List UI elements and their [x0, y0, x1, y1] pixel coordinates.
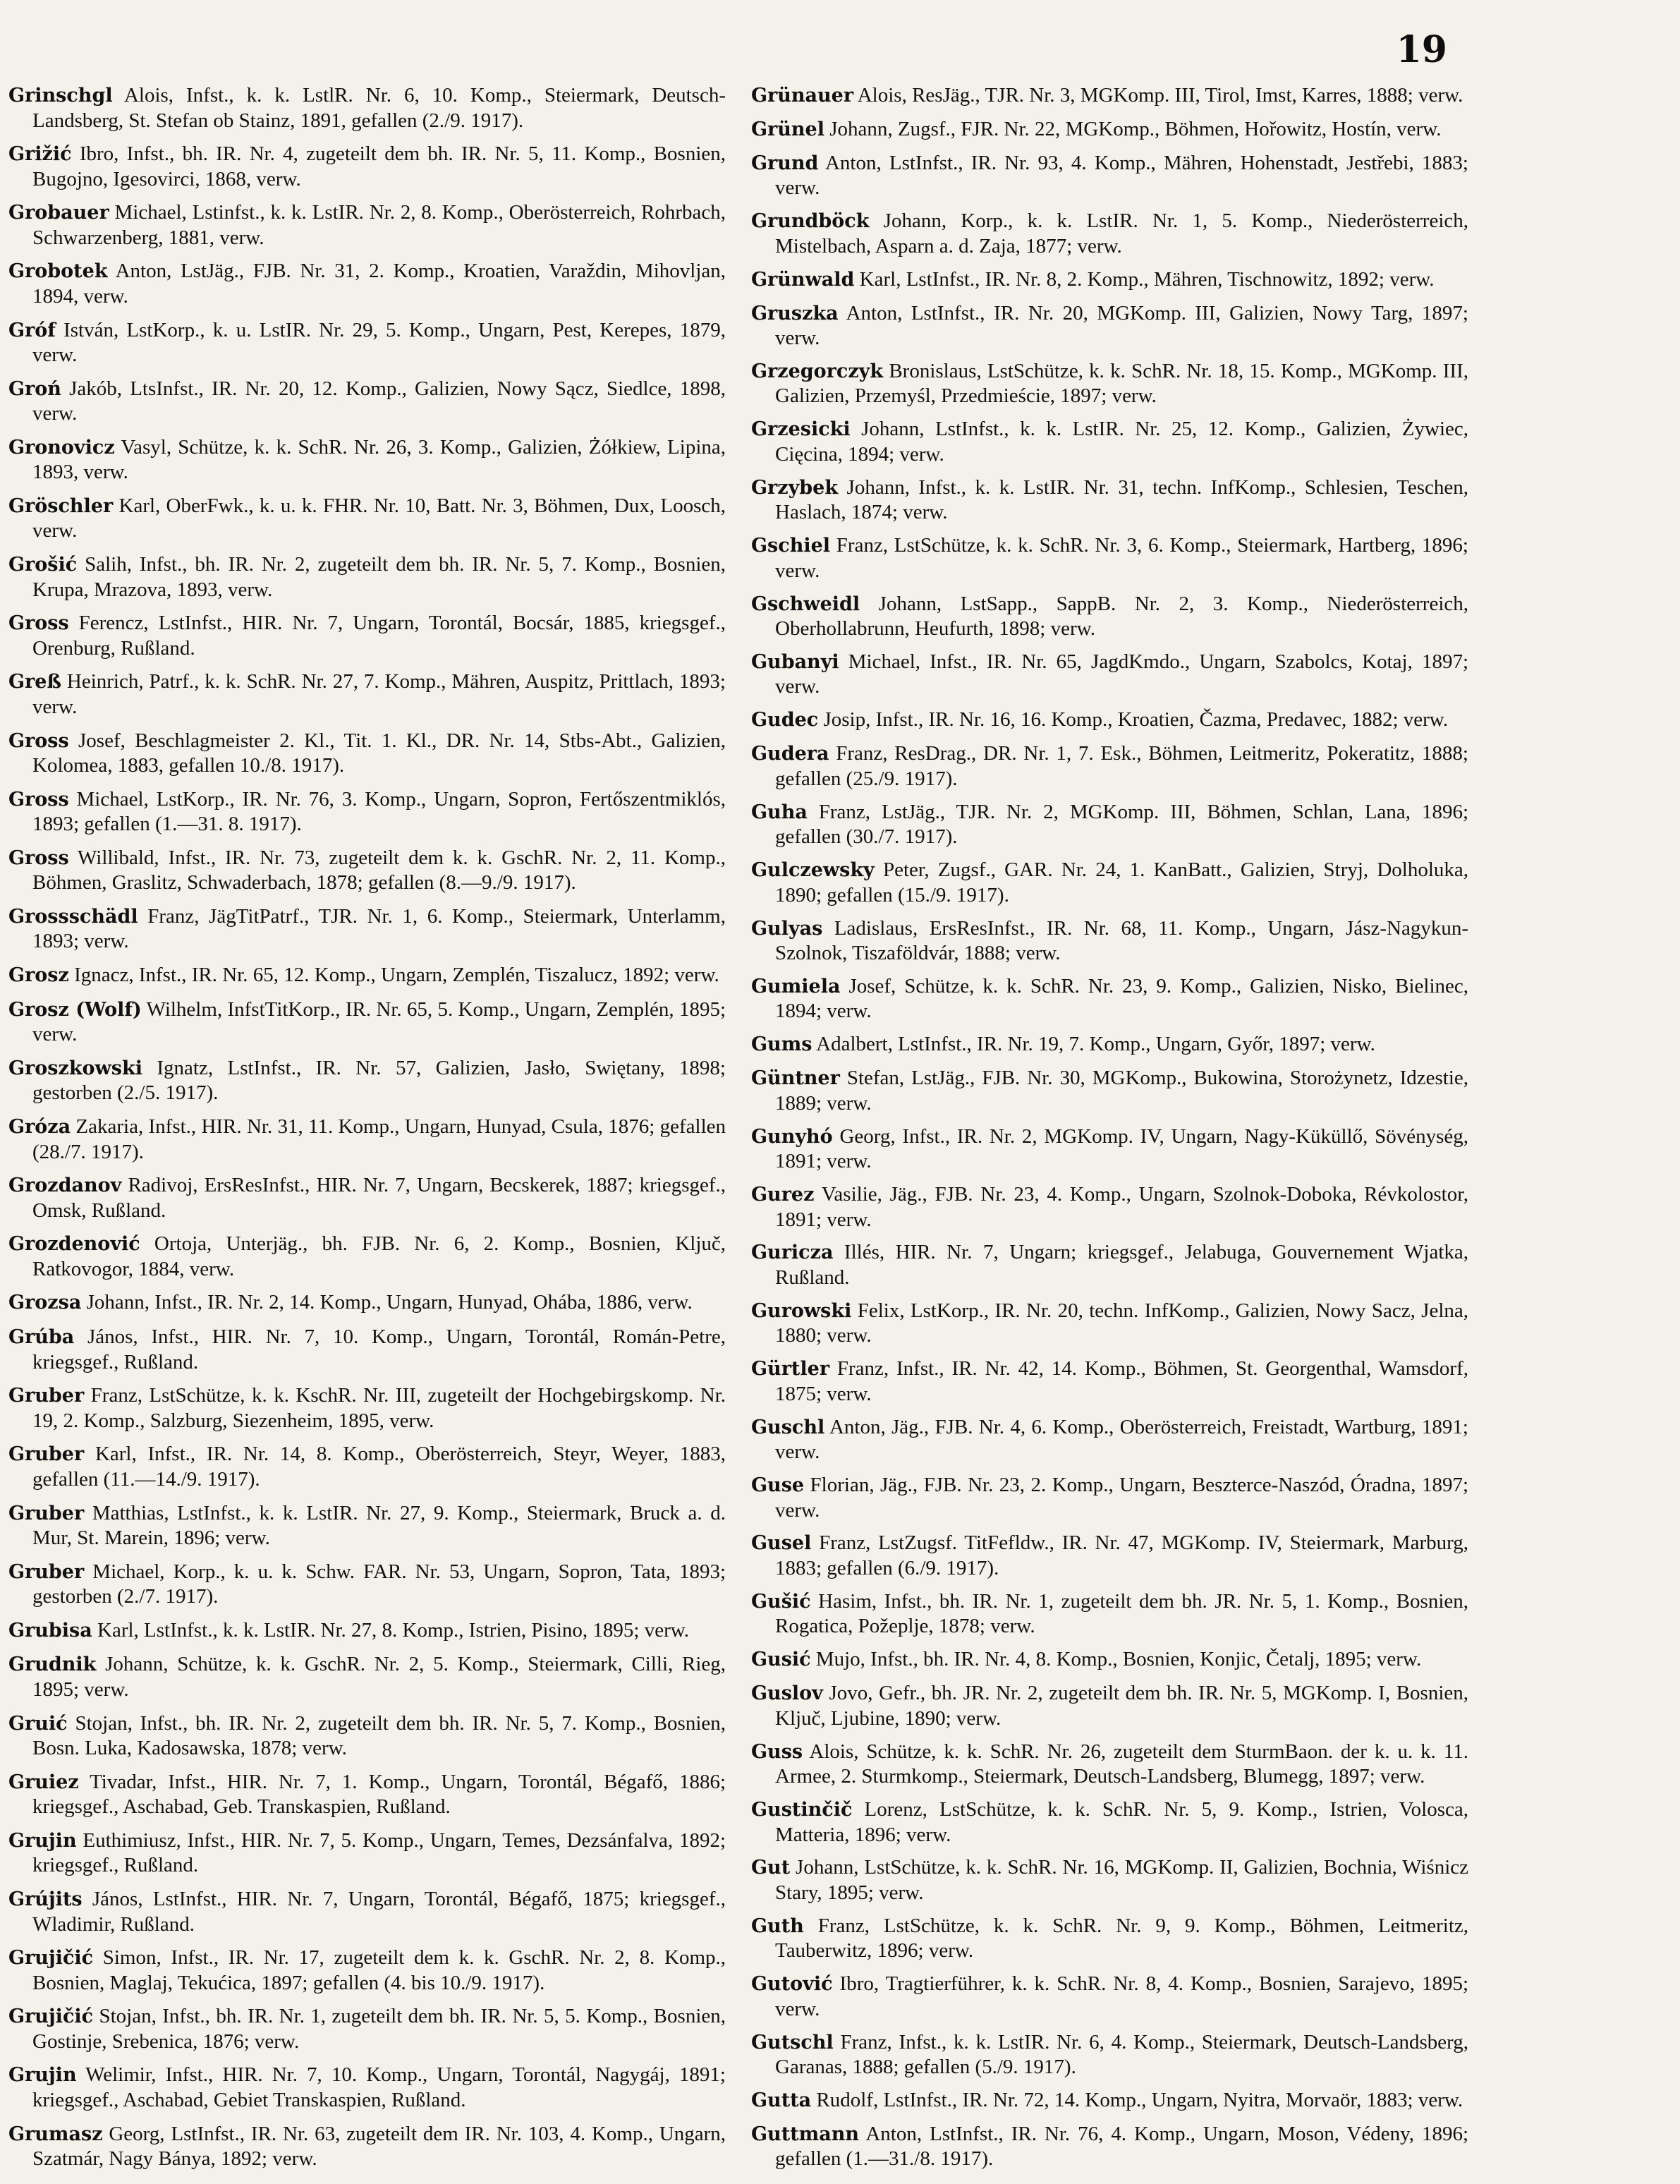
- entry-details: Ibro, Tragtierführer, k. k. SchR. Nr. 8, 4. Komp., Bosnien, Sarajevo, 1895; verw.: [775, 1972, 1468, 2020]
- list-item: [751, 1066, 1468, 1115]
- entry-surname: Gruszka: [751, 302, 839, 324]
- list-item: [8, 846, 726, 895]
- entry-details: Stojan, Infst., bh. IR. Nr. 2, zugeteilt dem bh. IR. Nr. 5, 7. Komp., Bosnien, Bosn. Luka, Kadosawska, 1878; verw.: [32, 1711, 726, 1760]
- entry-surname: Guss: [751, 1740, 803, 1763]
- entry-details: Welimir, Infst., HIR. Nr. 7, 10. Komp., Ungarn, Torontál, Nagygáj, 1891; kriegsgef., Aschabad, Gebiet Transkaspien, Rußland.: [32, 2063, 726, 2111]
- entry-details: Alois, Infst., k. k. LstlR. Nr. 6, 10. Komp., Steiermark, Deutsch-Landsberg, St. Stefan ob Stainz, 1891, gefallen (2./9. 1917).: [32, 84, 726, 132]
- entry-details: Matthias, LstInfst., k. k. LstIR. Nr. 27, 9. Komp., Steiermark, Bruck a. d. Mur, St. Marein, 1896; verw.: [32, 1501, 726, 1550]
- entry-details: Stojan, Infst., bh. IR. Nr. 1, zugeteilt dem bh. IR. Nr. 5, 5. Komp., Bosnien, Gostinje, Srebenica, 1876; verw.: [32, 2005, 726, 2053]
- entry-surname: Guttmann: [751, 2123, 859, 2145]
- entry-surname: Gulczewsky: [751, 859, 875, 882]
- entry-surname: Gusić: [751, 1649, 811, 1671]
- entry-surname: Grozdenović: [8, 1233, 140, 1256]
- list-item: [8, 1711, 726, 1761]
- list-item: [751, 533, 1468, 583]
- entry-surname: Gunyhó: [751, 1125, 833, 1148]
- entry-details: Mujo, Infst., bh. IR. Nr. 4, 8. Komp., Bosnien, Konjic, Četalj, 1895; verw.: [815, 1648, 1422, 1671]
- entry-surname: Guha: [751, 801, 808, 823]
- entry-details: Tivadar, Infst., HIR. Nr. 7, 1. Komp., Ungarn, Torontál, Bégafő, 1886; kriegsgef., Aschabad, Geb. Transkaspien, Rußland.: [32, 1770, 726, 1819]
- entry-details: Simon, Infst., IR. Nr. 17, zugeteilt dem k. k. GschR. Nr. 2, 8. Komp., Bosnien, Maglaj, Tekućica, 1897; gefallen (4. bis 10./9. 1917).: [32, 1946, 726, 1994]
- list-item: [751, 800, 1468, 849]
- entry-surname: Gurowski: [751, 1299, 852, 1322]
- right-column: [751, 83, 1468, 2171]
- list-item: [8, 83, 726, 133]
- entry-surname: Grund: [751, 152, 819, 174]
- list-item: [8, 1325, 726, 1374]
- entry-details: János, Infst., HIR. Nr. 7, 10. Komp., Ungarn, Torontál, Román-Petre, kriegsgef., Rußland.: [32, 1325, 726, 1373]
- entry-surname: Gross: [8, 612, 69, 635]
- list-item: [751, 1357, 1468, 1406]
- entry-details: Stefan, LstJäg., FJB. Nr. 30, MGKomp., Bukowina, Storożynetz, Idzestie, 1889; verw.: [775, 1067, 1468, 1115]
- entry-details: Ibro, Infst., bh. IR. Nr. 4, zugeteilt dem bh. IR. Nr. 5, 11. Komp., Bosnien, Bugojno, Igesovirci, 1868, verw.: [32, 142, 726, 190]
- entry-surname: Gudec: [751, 709, 819, 732]
- list-item: [751, 1681, 1468, 1730]
- list-item: [751, 1299, 1468, 1348]
- entry-details: Karl, Infst., IR. Nr. 14, 8. Komp., Oberösterreich, Steyr, Weyer, 1883, gefallen (11.—14./9. 1917).: [32, 1443, 726, 1491]
- entry-surname: Grozdanov: [8, 1175, 122, 1197]
- entry-details: Zakaria, Infst., HIR. Nr. 31, 11. Komp., Ungarn, Hunyad, Csula, 1876; gefallen (28./7. 1917).: [32, 1115, 726, 1163]
- entry-details: Georg, Infst., IR. Nr. 2, MGKomp. IV, Ungarn, Nagy-Küküllő, Sövénység, 1891; verw.: [775, 1124, 1468, 1173]
- list-item: [8, 494, 726, 543]
- entry-details: Josef, Beschlagmeister 2. Kl., Tit. 1. Kl., DR. Nr. 14, Stbs-Abt., Galizien, Kolomea, 1883, gefallen 10./8. 1917).: [32, 729, 726, 777]
- list-item: [8, 2122, 726, 2171]
- list-item: [751, 267, 1468, 293]
- entry-details: Peter, Zugsf., GAR. Nr. 24, 1. KanBatt., Galizien, Stryj, Dolholuka, 1890; gefallen (15./9. 1917).: [775, 859, 1468, 906]
- entry-surname: Grzybek: [751, 476, 839, 499]
- entry-surname: Grünwald: [751, 268, 855, 291]
- entry-details: Bronislaus, LstSchütze, k. k. SchR. Nr. 18, 15. Komp., MGKomp. III, Galizien, Przemyśl, Przedmieście, 1897; verw.: [775, 359, 1468, 408]
- entry-surname: Grzesicki: [751, 418, 851, 441]
- list-item: [751, 151, 1468, 200]
- entry-surname: Gruiez: [8, 1771, 79, 1793]
- entry-details: Johann, LstSchütze, k. k. SchR. Nr. 16, MGKomp. II, Galizien, Bochnia, Wiśnicz Stary, 1895; verw.: [775, 1856, 1468, 1904]
- entry-surname: Groń: [8, 377, 61, 400]
- entry-surname: Gruber: [8, 1502, 85, 1524]
- list-item: [8, 1887, 726, 1936]
- entry-details: Illés, HIR. Nr. 7, Ungarn; kriegsgef., Jelabuga, Gouvernement Wjatka, Rußland.: [775, 1241, 1468, 1289]
- entry-surname: Gröschler: [8, 495, 114, 517]
- entry-details: Michael, Korp., k. u. k. Schw. FAR. Nr. 53, Ungarn, Sopron, Tata, 1893; gestorben (2./7. 1917).: [32, 1560, 726, 1608]
- entry-surname: Grumasz: [8, 2123, 103, 2145]
- entry-details: Franz, LstJäg., TJR. Nr. 2, MGKomp. III, Böhmen, Schlan, Lana, 1896; gefallen (30./7. 1917).: [775, 800, 1468, 849]
- entry-surname: Gums: [751, 1033, 812, 1056]
- entry-surname: Gschiel: [751, 535, 831, 557]
- list-item: [751, 916, 1468, 966]
- entry-surname: Gschweidl: [751, 593, 860, 615]
- entry-details: Alois, ResJäg., TJR. Nr. 3, MGKomp. III, Tirol, Imst, Karres, 1888; verw.: [857, 84, 1463, 107]
- entry-surname: Gubanyi: [751, 650, 839, 673]
- entry-surname: Güntner: [751, 1067, 840, 1090]
- page-number: 19: [1396, 28, 1447, 71]
- list-item: [8, 1290, 726, 1316]
- list-item: [8, 377, 726, 426]
- list-item: [8, 200, 726, 250]
- entry-surname: Grubisa: [8, 1619, 92, 1642]
- list-item: [8, 1828, 726, 1878]
- entry-details: Anton, LstInfst., IR. Nr. 76, 4. Komp., Ungarn, Moson, Védeny, 1896; gefallen (1.—31./8. 1917).: [775, 2122, 1468, 2171]
- list-item: [8, 2004, 726, 2053]
- entry-surname: Grošić: [8, 554, 78, 576]
- list-item: [8, 611, 726, 660]
- list-item: [8, 787, 726, 837]
- entry-surname: Grudnik: [8, 1654, 97, 1676]
- entry-details: Karl, OberFwk., k. u. k. FHR. Nr. 10, Batt. Nr. 3, Böhmen, Dux, Loosch, verw.: [32, 494, 726, 542]
- list-item: [751, 1797, 1468, 1847]
- entry-surname: Gruber: [8, 1560, 85, 1583]
- list-item: [8, 142, 726, 191]
- entry-surname: Grossschädl: [8, 905, 138, 928]
- entry-surname: Gruber: [8, 1443, 85, 1466]
- entry-details: Franz, JägTitPatrf., TJR. Nr. 1, 6. Komp., Steiermark, Unterlamm, 1893; verw.: [32, 904, 726, 953]
- list-item: [8, 435, 726, 485]
- list-item: [751, 83, 1468, 109]
- list-item: [751, 1531, 1468, 1580]
- entry-details: Johann, LstInfst., k. k. LstIR. Nr. 25, 12. Komp., Galizien, Żywiec, Cięcina, 1894; verw.: [775, 418, 1468, 466]
- list-item: [751, 1473, 1468, 1522]
- list-item: [8, 1115, 726, 1164]
- entry-surname: Gross: [8, 847, 69, 869]
- entry-details: Michael, Infst., IR. Nr. 65, JagdKmdo., Ungarn, Szabolcs, Kotaj, 1897; verw.: [775, 650, 1468, 698]
- list-item: [8, 1056, 726, 1105]
- entry-surname: Greß: [8, 671, 61, 693]
- entry-details: Josef, Schütze, k. k. SchR. Nr. 23, 9. Komp., Galizien, Nisko, Bielinec, 1894; verw.: [775, 974, 1468, 1023]
- entry-details: Rudolf, LstInfst., IR. Nr. 72, 14. Komp., Ungarn, Nyitra, Morvaör, 1883; verw.: [816, 2089, 1463, 2112]
- list-item: [751, 2122, 1468, 2171]
- list-item: [8, 552, 726, 602]
- entry-details: János, LstInfst., HIR. Nr. 7, Ungarn, Torontál, Bégafő, 1875; kriegsgef., Wladimir, Rußland.: [32, 1888, 726, 1936]
- entry-surname: Grosz (Wolf): [8, 998, 142, 1021]
- list-item: [8, 1442, 726, 1491]
- list-item: [8, 1560, 726, 1609]
- entry-details: Josip, Infst., IR. Nr. 16, 16. Komp., Kroatien, Čazma, Predavec, 1882; verw.: [823, 708, 1449, 732]
- entry-details: Wilhelm, InfstTitKorp., IR. Nr. 65, 5. Komp., Ungarn, Zemplén, 1895; verw.: [32, 997, 726, 1046]
- entry-details: Georg, LstInfst., IR. Nr. 63, zugeteilt dem IR. Nr. 103, 4. Komp., Ungarn, Szatmár, Nagy Bánya, 1892; verw.: [32, 2122, 726, 2171]
- list-item: [8, 1501, 726, 1551]
- entry-surname: Gulyas: [751, 917, 823, 940]
- entry-details: Johann, Schütze, k. k. GschR. Nr. 2, 5. Komp., Steiermark, Cilli, Rieg, 1895; verw.: [32, 1653, 726, 1701]
- entry-details: Florian, Jäg., FJB. Nr. 23, 2. Komp., Ungarn, Beszterce-Naszód, Óradna, 1897; verw.: [775, 1474, 1468, 1522]
- entry-details: István, LstKorp., k. u. LstIR. Nr. 29, 5. Komp., Ungarn, Pest, Kerepes, 1879, verw.: [32, 318, 726, 367]
- entry-surname: Grobauer: [8, 202, 109, 224]
- entry-surname: Grundböck: [751, 210, 870, 233]
- entry-details: Franz, Infst., k. k. LstIR. Nr. 6, 4. Komp., Steiermark, Deutsch-Landsberg, Garanas, 1888; gefallen (5./9. 1917).: [775, 2030, 1468, 2079]
- list-item: [8, 1173, 726, 1223]
- entry-surname: Grujin: [8, 2064, 77, 2087]
- entry-details: Ferencz, LstInfst., HIR. Nr. 7, Ungarn, Torontál, Bocsár, 1885, kriegsgef., Orenburg, Rußland.: [32, 612, 726, 660]
- list-item: [8, 997, 726, 1047]
- entry-surname: Guricza: [751, 1242, 834, 1264]
- entry-details: Karl, LstInfst., IR. Nr. 8, 2. Komp., Mähren, Tischnowitz, 1892; verw.: [859, 267, 1435, 291]
- list-item: [751, 858, 1468, 907]
- list-item: [751, 592, 1468, 641]
- list-item: [8, 1232, 726, 1281]
- list-item: [8, 1618, 726, 1644]
- entry-surname: Grünel: [751, 118, 824, 140]
- entry-surname: Grinschgl: [8, 85, 113, 107]
- entry-details: Franz, LstZugsf. TitFefldw., IR. Nr. 47, MGKomp. IV, Steiermark, Marburg, 1883; gefallen (6./9. 1917).: [775, 1531, 1468, 1579]
- list-item: [8, 1383, 726, 1433]
- entry-surname: Guschl: [751, 1416, 825, 1438]
- list-item: [8, 904, 726, 954]
- entry-details: Anton, LstJäg., FJB. Nr. 31, 2. Komp., Kroatien, Varaždin, Mihovljan, 1894, verw.: [32, 260, 726, 308]
- list-item: [751, 1240, 1468, 1290]
- entry-details: Felix, LstKorp., IR. Nr. 20, techn. InfKomp., Galizien, Nowy Sacz, Jelna, 1880; verw.: [775, 1299, 1468, 1347]
- entry-surname: Gušić: [751, 1590, 811, 1613]
- list-item: [8, 963, 726, 988]
- entry-surname: Gross: [8, 729, 69, 752]
- list-item: [751, 1124, 1468, 1174]
- list-item: [751, 1914, 1468, 1963]
- entry-details: Anton, LstInfst., IR. Nr. 20, MGKomp. III, Galizien, Nowy Targ, 1897; verw.: [775, 301, 1468, 350]
- list-item: [751, 1589, 1468, 1639]
- entry-details: Vasilie, Jäg., FJB. Nr. 23, 4. Komp., Ungarn, Szolnok-Doboka, Révkolostor, 1891; verw.: [775, 1183, 1468, 1231]
- entry-surname: Grozsa: [8, 1292, 82, 1314]
- entry-surname: Gudera: [751, 743, 829, 765]
- entry-columns: [8, 83, 1468, 2171]
- entry-details: Franz, Infst., IR. Nr. 42, 14. Komp., Böhmen, St. Georgenthal, Wamsdorf, 1875; verw.: [775, 1357, 1468, 1405]
- entry-surname: Gutović: [751, 1973, 833, 1996]
- entry-surname: Grúba: [8, 1326, 75, 1349]
- entry-surname: Gutschl: [751, 2031, 834, 2053]
- entry-details: Ortoja, Unterjäg., bh. FJB. Nr. 6, 2. Komp., Bosnien, Ključ, Ratkovogor, 1884, verw.: [32, 1232, 726, 1280]
- entry-surname: Gronovicz: [8, 436, 115, 459]
- list-item: [751, 2088, 1468, 2113]
- entry-details: Karl, LstInfst., k. k. LstIR. Nr. 27, 8. Komp., Istrien, Pisino, 1895; verw.: [97, 1618, 690, 1642]
- entry-details: Johann, Korp., k. k. LstIR. Nr. 1, 5. Komp., Niederösterreich, Mistelbach, Asparn a. d. Zaja, 1877; verw.: [775, 210, 1468, 257]
- entry-surname: Grújits: [8, 1888, 83, 1910]
- entry-surname: Gusel: [751, 1532, 812, 1555]
- entry-surname: Grzegorczyk: [751, 360, 884, 382]
- list-item: [8, 669, 726, 719]
- entry-surname: Groszkowski: [8, 1057, 142, 1079]
- list-item: [8, 1770, 726, 1819]
- entry-surname: Grižić: [8, 143, 72, 166]
- entry-surname: Gumiela: [751, 975, 841, 997]
- entry-details: Johann, Infst., IR. Nr. 2, 14. Komp., Ungarn, Hunyad, Ohába, 1886, verw.: [86, 1291, 693, 1314]
- list-item: [751, 741, 1468, 791]
- list-item: [8, 729, 726, 778]
- entry-details: Ignacz, Infst., IR. Nr. 65, 12. Komp., Ungarn, Zemplén, Tiszalucz, 1892; verw.: [74, 964, 719, 987]
- entry-details: Alois, Schütze, k. k. SchR. Nr. 26, zugeteilt dem SturmBaon. der k. u. k. 11. Armee, 2. Sturmkomp., Steiermark, Deutsch-Landsberg, Blumegg, 1897; verw.: [775, 1740, 1468, 1788]
- list-item: [751, 359, 1468, 408]
- list-item: [751, 650, 1468, 699]
- list-item: [751, 117, 1468, 142]
- entry-details: Franz, LstSchütze, k. k. SchR. Nr. 9, 9. Komp., Böhmen, Leitmeritz, Tauberwitz, 1896; verw.: [775, 1914, 1468, 1962]
- entry-details: Vasyl, Schütze, k. k. SchR. Nr. 26, 3. Komp., Galizien, Żółkiew, Lipina, 1893, verw.: [32, 435, 726, 484]
- entry-surname: Grujičić: [8, 2006, 94, 2028]
- entry-details: Willibald, Infst., IR. Nr. 73, zugeteilt dem k. k. GschR. Nr. 2, 11. Komp., Böhmen, Graslitz, Schwaderbach, 1878; gefallen (8.—9./9. 1917).: [32, 846, 726, 894]
- entry-surname: Grobotek: [8, 260, 108, 283]
- entry-details: Lorenz, LstSchütze, k. k. SchR. Nr. 5, 9. Komp., Istrien, Volosca, Matteria, 1896; verw.: [775, 1798, 1468, 1846]
- list-item: [751, 708, 1468, 733]
- entry-surname: Gutta: [751, 2089, 812, 2112]
- entry-surname: Gruić: [8, 1712, 68, 1735]
- entry-details: Franz, LstSchütze, k. k. KschR. Nr. III, zugeteilt der Hochgebirgskomp. Nr. 19, 2. Komp., Salzburg, Siezenheim, 1895, verw.: [32, 1384, 726, 1432]
- list-item: [8, 318, 726, 368]
- entry-surname: Guslov: [751, 1682, 823, 1705]
- list-item: [8, 1946, 726, 1995]
- entry-details: Anton, LstInfst., IR. Nr. 93, 4. Komp., Mähren, Hohenstadt, Jestřebi, 1883; verw.: [775, 151, 1468, 200]
- entry-details: Euthimiusz, Infst., HIR. Nr. 7, 5. Komp., Ungarn, Temes, Dezsánfalva, 1892; kriegsgef., Rußland.: [32, 1828, 726, 1877]
- entry-details: Salih, Infst., bh. IR. Nr. 2, zugeteilt dem bh. IR. Nr. 5, 7. Komp., Bosnien, Krupa, Mrazova, 1893, verw.: [32, 553, 726, 601]
- entry-surname: Gruber: [8, 1385, 85, 1407]
- entry-surname: Grünauer: [751, 85, 854, 107]
- list-item: [751, 1182, 1468, 1232]
- list-item: [751, 1647, 1468, 1673]
- list-item: [751, 2030, 1468, 2080]
- list-item: [751, 974, 1468, 1024]
- list-item: [751, 1855, 1468, 1905]
- entry-surname: Gustinčič: [751, 1799, 853, 1821]
- entry-surname: Gut: [751, 1857, 791, 1879]
- entry-surname: Gross: [8, 788, 69, 811]
- list-item: [751, 1740, 1468, 1789]
- list-item: [751, 1972, 1468, 2021]
- entry-details: Ignatz, LstInfst., IR. Nr. 57, Galizien, Jasło, Swiętany, 1898; gestorben (2./5. 1917).: [32, 1056, 726, 1105]
- entry-details: Ladislaus, ErsResInfst., IR. Nr. 68, 11. Komp., Ungarn, Jász-Nagykun-Szolnok, Tiszaföldvár, 1888; verw.: [775, 916, 1468, 964]
- entry-surname: Grosz: [8, 964, 69, 987]
- list-item: [8, 1652, 726, 1701]
- entry-details: Hasim, Infst., bh. IR. Nr. 1, zugeteilt dem bh. JR. Nr. 5, 1. Komp., Bosnien, Rogatica, Požeplje, 1878; verw.: [775, 1589, 1468, 1638]
- entry-details: Jakób, LtsInfst., IR. Nr. 20, 12. Komp., Galizien, Nowy Sącz, Siedlce, 1898, verw.: [32, 377, 726, 425]
- entry-details: Anton, Jäg., FJB. Nr. 4, 6. Komp., Oberösterreich, Freistadt, Wartburg, 1891; verw.: [775, 1415, 1468, 1464]
- entry-surname: Guth: [751, 1915, 804, 1937]
- entry-details: Franz, ResDrag., DR. Nr. 1, 7. Esk., Böhmen, Leitmeritz, Pokeratitz, 1888; gefallen (25./9. 1917).: [775, 742, 1468, 790]
- entry-details: Johann, Zugsf., FJR. Nr. 22, MGKomp., Böhmen, Hořowitz, Hostín, verw.: [829, 117, 1442, 140]
- entry-details: Johann, LstSapp., SappB. Nr. 2, 3. Komp., Niederösterreich, Oberhollabrunn, Heufurth, 1898; verw.: [775, 592, 1468, 641]
- list-item: [8, 2063, 726, 2112]
- list-item: [751, 1032, 1468, 1057]
- entry-surname: Grujin: [8, 1829, 77, 1852]
- entry-details: Michael, Lstinfst., k. k. LstIR. Nr. 2, 8. Komp., Oberösterreich, Rohrbach, Schwarzenberg, 1881, verw.: [32, 201, 726, 249]
- list-item: [751, 475, 1468, 525]
- entry-surname: Gróf: [8, 319, 56, 341]
- entry-details: Radivoj, ErsResInfst., HIR. Nr. 7, Ungarn, Becskerek, 1887; kriegsgef., Omsk, Rußland.: [32, 1174, 726, 1222]
- entry-details: Jovo, Gefr., bh. JR. Nr. 2, zugeteilt dem bh. IR. Nr. 5, MGKomp. I, Bosnien, Ključ, Ljubine, 1890; verw.: [775, 1682, 1468, 1730]
- entry-details: Johann, Infst., k. k. LstIR. Nr. 31, techn. InfKomp., Schlesien, Teschen, Haslach, 1874; verw.: [775, 475, 1468, 524]
- entry-details: Franz, LstSchütze, k. k. SchR. Nr. 3, 6. Komp., Steiermark, Hartberg, 1896; verw.: [775, 534, 1468, 582]
- entry-details: Michael, LstKorp., IR. Nr. 76, 3. Komp., Ungarn, Sopron, Fertőszentmiklós, 1893; gefallen (1.—31. 8. 1917).: [32, 787, 726, 836]
- entry-surname: Grujičić: [8, 1947, 94, 1970]
- entry-surname: Gürtler: [751, 1358, 830, 1381]
- list-item: [8, 259, 726, 308]
- list-item: [751, 301, 1468, 351]
- list-item: [751, 1415, 1468, 1464]
- left-column: [8, 83, 726, 2171]
- entry-surname: Guse: [751, 1474, 805, 1497]
- entry-details: Heinrich, Patrf., k. k. SchR. Nr. 27, 7. Komp., Mähren, Auspitz, Prittlach, 1893; verw.: [32, 670, 726, 718]
- entry-surname: Gróza: [8, 1116, 71, 1139]
- list-item: [751, 417, 1468, 466]
- entry-details: Adalbert, LstInfst., IR. Nr. 19, 7. Komp., Ungarn, Győr, 1897; verw.: [816, 1033, 1375, 1056]
- entry-surname: Gurez: [751, 1184, 815, 1206]
- list-item: [751, 209, 1468, 258]
